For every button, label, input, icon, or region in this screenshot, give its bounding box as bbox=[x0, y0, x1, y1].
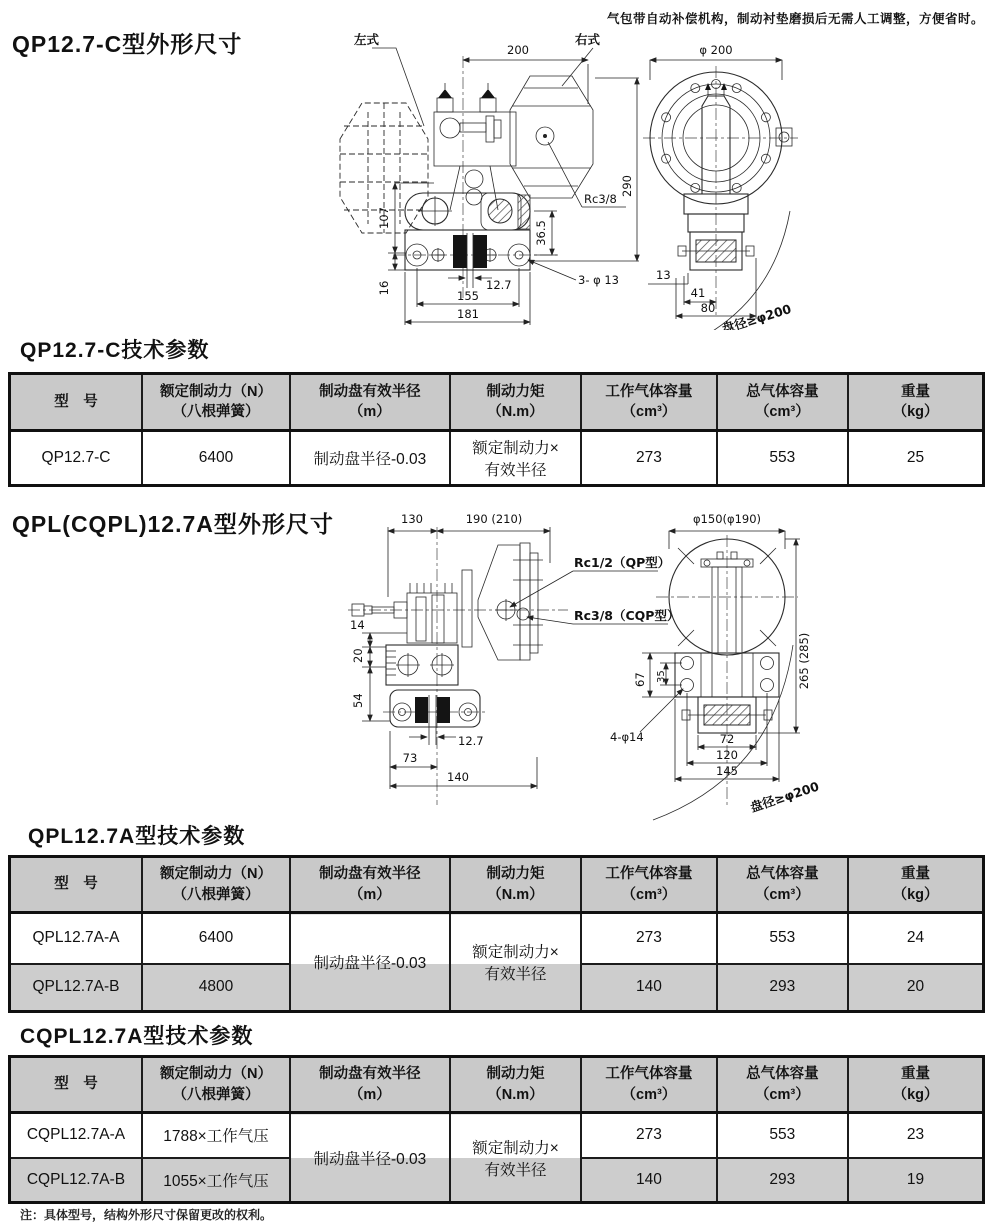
cell-model: QP12.7-C bbox=[10, 431, 142, 486]
dim-54-label: 54 bbox=[351, 693, 365, 708]
dim-20-label: 20 bbox=[351, 648, 365, 663]
cell-weight: 23 bbox=[848, 1113, 983, 1158]
qpl-caliper-body bbox=[352, 543, 543, 745]
col-header-totalvol: 总气体容量 （cm³） bbox=[717, 857, 848, 913]
col-header-weight: 重量 （kg） bbox=[848, 374, 983, 431]
section1-title: QP12.7-C型外形尺寸 bbox=[12, 31, 243, 57]
col-header-torque: 制动力矩 （N.m） bbox=[450, 857, 581, 913]
qp-right-view bbox=[643, 43, 798, 330]
dim-120-label: 120 bbox=[716, 748, 738, 762]
cell-work-vol: 273 bbox=[581, 431, 716, 486]
cell-radius: 制动盘半径-0.03 bbox=[290, 1113, 450, 1203]
col-header-workvol: 工作气体容量 （cm³） bbox=[581, 857, 716, 913]
cell-force: 6400 bbox=[142, 431, 290, 486]
table-header-row bbox=[10, 374, 984, 431]
qp-left-dimensions bbox=[377, 43, 639, 325]
dim-130-label: 130 bbox=[401, 512, 423, 526]
col-header-force: 额定制动力（N） （八根弹簧） bbox=[142, 374, 290, 431]
col-header-torque: 制动力矩 （N.m） bbox=[450, 1057, 581, 1113]
dim-181-label: 181 bbox=[457, 307, 479, 321]
col-header-model: 型 号 bbox=[10, 1057, 142, 1113]
section5-title: CQPL12.7A型技术参数 bbox=[20, 1025, 254, 1048]
cell-weight: 24 bbox=[848, 913, 983, 964]
col-header-weight: 重量 （kg） bbox=[848, 1057, 983, 1113]
qpl-top-dimensions bbox=[388, 512, 550, 597]
cell-total-vol: 293 bbox=[717, 964, 848, 1012]
qp-spec-table bbox=[8, 372, 985, 487]
col-header-model: 型 号 bbox=[10, 857, 142, 913]
cell-work-vol: 140 bbox=[581, 1158, 716, 1203]
cell-weight: 19 bbox=[848, 1158, 983, 1203]
caliper-body bbox=[405, 83, 530, 288]
cell-torque: 额定制动力× 有效半径 bbox=[450, 1113, 581, 1203]
dim-12-7-label-2: 12.7 bbox=[458, 734, 484, 748]
cell-radius: 制动盘半径-0.03 bbox=[290, 431, 450, 486]
cell-model: CQPL12.7A-B bbox=[10, 1158, 142, 1203]
cell-radius: 制动盘半径-0.03 bbox=[290, 913, 450, 1012]
dim-13-label: 13 bbox=[656, 268, 671, 282]
top-note: 气包带自动补偿机构，制动衬垫磨损后无需人工调整，方便省时。 bbox=[606, 12, 984, 26]
cell-work-vol: 273 bbox=[581, 1113, 716, 1158]
cell-work-vol: 273 bbox=[581, 913, 716, 964]
col-header-model: 型 号 bbox=[10, 374, 142, 431]
col-header-workvol: 工作气体容量 （cm³） bbox=[581, 374, 716, 431]
col-header-radius: 制动盘有效半径 （m） bbox=[290, 857, 450, 913]
dim-67-label: 67 bbox=[633, 672, 647, 687]
qpl-left-view bbox=[348, 512, 679, 805]
col-header-torque: 制动力矩 （N.m） bbox=[450, 374, 581, 431]
qpl-port-labels bbox=[510, 555, 679, 624]
col-header-workvol: 工作气体容量 （cm³） bbox=[581, 1057, 716, 1113]
dim-145-label: 145 bbox=[716, 764, 738, 778]
cell-torque: 额定制动力× 有效半径 bbox=[450, 431, 581, 486]
section4-title: QPL12.7A型技术参数 bbox=[28, 825, 246, 848]
col-header-force: 额定制动力（N） （八根弹簧） bbox=[142, 1057, 290, 1113]
dim-73-label: 73 bbox=[402, 751, 418, 765]
cell-model: QPL12.7A-B bbox=[10, 964, 142, 1012]
qpl-right-dimensions bbox=[610, 539, 821, 820]
dim-72-label: 72 bbox=[719, 732, 735, 746]
rc12-qp-label: Rc1/2（QP型） bbox=[574, 555, 671, 570]
dim-16-label: 16 bbox=[377, 280, 391, 296]
section2-title: QP12.7-C技术参数 bbox=[20, 339, 210, 362]
col-header-radius: 制动盘有效半径 （m） bbox=[290, 374, 450, 431]
dim-12-7-label: 12.7 bbox=[486, 278, 512, 292]
dim-41-label: 41 bbox=[690, 286, 706, 300]
dia-200-label: φ 200 bbox=[699, 43, 733, 57]
dim-35-label: 35 bbox=[656, 670, 667, 683]
cell-total-vol: 553 bbox=[717, 431, 848, 486]
cell-force: 1055×工作气压 bbox=[142, 1158, 290, 1203]
col-header-totalvol: 总气体容量 （cm³） bbox=[717, 1057, 848, 1113]
col-header-totalvol: 总气体容量 （cm³） bbox=[717, 374, 848, 431]
right-style-label: 右式 bbox=[575, 32, 601, 47]
disc-dia-note-2: 盘径≥φ200 bbox=[748, 778, 821, 815]
cell-torque: 额定制动力× 有效半径 bbox=[450, 913, 581, 1012]
col-header-radius: 制动盘有效半径 （m） bbox=[290, 1057, 450, 1113]
cell-weight: 25 bbox=[848, 431, 983, 486]
left-style-label: 左式 bbox=[354, 32, 380, 47]
cell-work-vol: 140 bbox=[581, 964, 716, 1012]
col-header-force: 额定制动力（N） （八根弹簧） bbox=[142, 857, 290, 913]
qpl-spec-table bbox=[8, 855, 985, 1013]
qpl-drawing bbox=[338, 505, 988, 828]
qp-left-view bbox=[340, 32, 639, 325]
table-header-row bbox=[10, 1057, 984, 1113]
dim-190-label: 190 (210) bbox=[465, 512, 523, 526]
cell-model: CQPL12.7A-A bbox=[10, 1113, 142, 1158]
cell-model: QPL12.7A-A bbox=[10, 913, 142, 964]
section3-title: QPL(CQPL)12.7A型外形尺寸 bbox=[12, 511, 334, 537]
cell-total-vol: 293 bbox=[717, 1158, 848, 1203]
dim-265-label: 265 (285) bbox=[797, 632, 811, 690]
cqpl-spec-table bbox=[8, 1055, 985, 1204]
cell-total-vol: 553 bbox=[717, 1113, 848, 1158]
cell-force: 4800 bbox=[142, 964, 290, 1012]
table-row bbox=[10, 913, 984, 964]
col-header-weight: 重量 （kg） bbox=[848, 857, 983, 913]
table-row bbox=[10, 1113, 984, 1158]
cell-force: 1788×工作气压 bbox=[142, 1113, 290, 1158]
dim-200-label: 200 bbox=[507, 43, 529, 57]
dim-290-label: 290 bbox=[620, 175, 634, 197]
table-header-row bbox=[10, 857, 984, 913]
dim-107-label: 107 bbox=[377, 207, 391, 229]
rc38-cqp-label: Rc3/8（CQP型） bbox=[574, 608, 680, 623]
holes-4-14-label: 4-φ14 bbox=[610, 730, 644, 744]
cell-force: 6400 bbox=[142, 913, 290, 964]
qp-drawing bbox=[338, 26, 988, 335]
cell-total-vol: 553 bbox=[717, 913, 848, 964]
rc38-label: Rc3/8 bbox=[584, 192, 617, 206]
holes-3-13-label: 3- φ 13 bbox=[578, 273, 619, 287]
dim-14-label: 14 bbox=[350, 618, 365, 632]
dim-80-label: 80 bbox=[700, 301, 716, 315]
cell-weight: 20 bbox=[848, 964, 983, 1012]
table-row bbox=[10, 431, 984, 486]
disc-dia-note: 盘径≥φ200 bbox=[720, 301, 793, 330]
dim-155-label: 155 bbox=[457, 289, 479, 303]
air-bag-solid bbox=[510, 76, 593, 198]
dim-36-5-label: 36.5 bbox=[534, 220, 548, 246]
bottom-note: 注：具体型号，结构外形尺寸保留更改的权利。 bbox=[20, 1208, 273, 1222]
dim-140-label: 140 bbox=[447, 770, 469, 784]
dia-150-label: φ150(φ190) bbox=[692, 512, 762, 526]
